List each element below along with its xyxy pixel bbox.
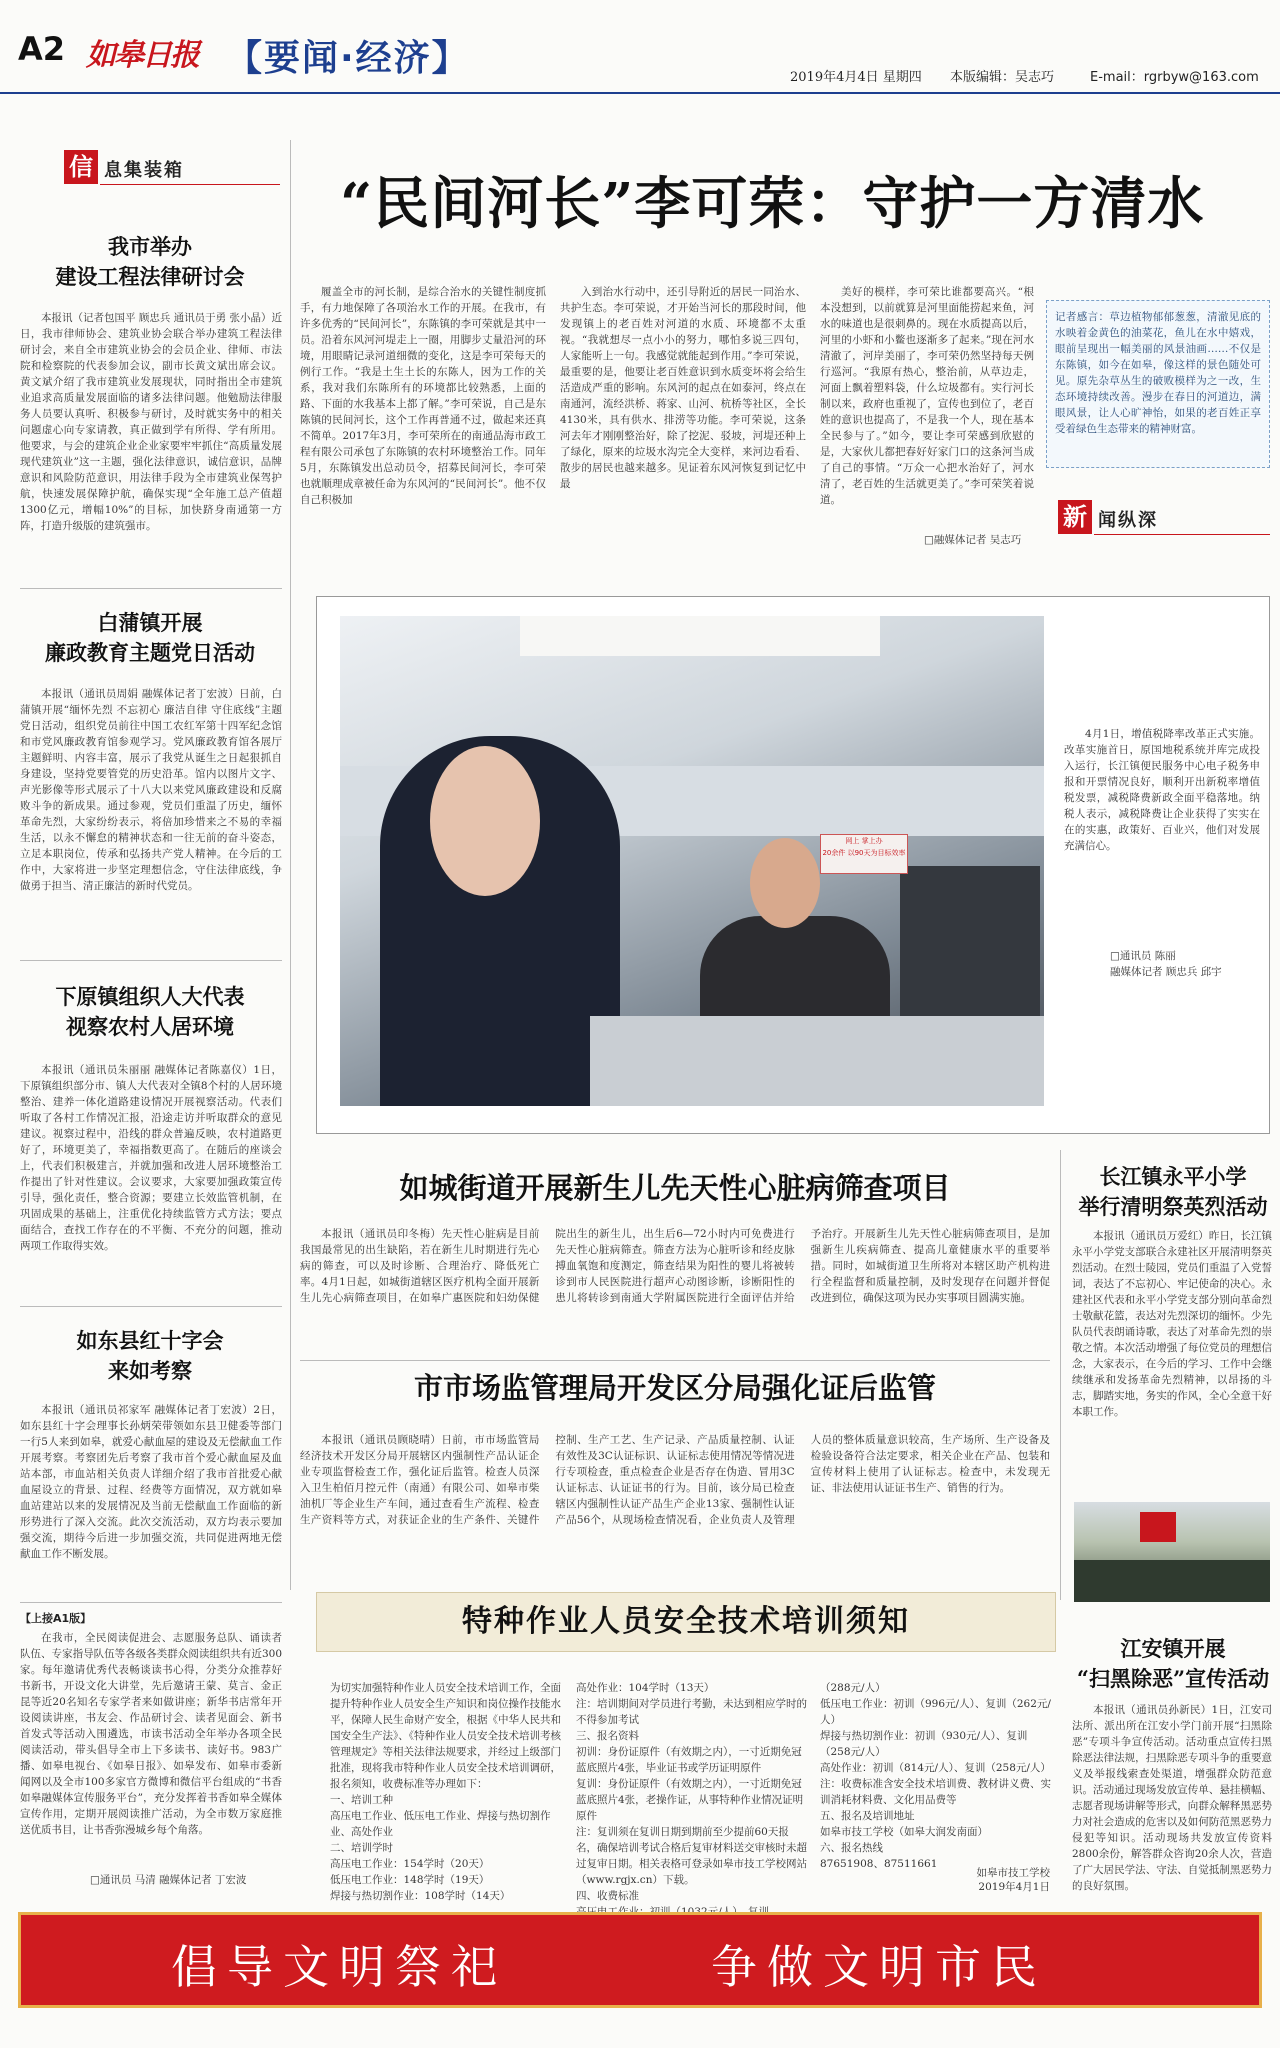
a2-rule [20, 960, 282, 961]
lead-col3-text: 美好的模样，李可荣比谁都要高兴。“根本没想到，以前就算是河里面能捞起来鱼，河水的味道也是很刺鼻的。现在水质提高以后，河里的小虾和小鳖也逐渐多了起来。”现在河水清澈了，河岸美丽了，李可荣仍然坚持每天例行巡河。“我原有热心，整治前，从草边走，河面上飘着塑料袋，什么垃圾都有。实行河长制以来，政府也重视了，宣传也到位了，老百姓的意识也提高了，不是我一个人，现在基本全民参与了。”如今，要让李可荣感到欣慰的是，大家伙儿都把春好好家门口的这条河当成了自己的事情。“万众一心把水治好了，河水清了，老百姓的生活就更美了。”李可荣笑着说道。 [820, 286, 1034, 506]
paper-logo: 如皋日报 [86, 38, 198, 73]
counter-screen-badge: 网上 掌上办 [845, 837, 883, 845]
a3-rule [20, 1306, 282, 1307]
left-column-rule [290, 140, 291, 1590]
a4-headline: 如东县红十字会 来如考察 [76, 1328, 224, 1383]
photo-desk [590, 1016, 1044, 1106]
a4-body [20, 1402, 282, 1594]
r2-body [1072, 1702, 1272, 1894]
lead-col2 [560, 284, 806, 546]
lead-col1 [300, 284, 546, 546]
heart-rule [300, 1360, 1050, 1361]
training-banner [316, 1592, 1056, 1652]
photo-caption [1064, 726, 1260, 926]
a1-text: 本报讯（记者包国平 顾忠兵 通讯员于勇 张小晶）近日，我市律师协会、建筑业协会联合举办建筑工程法律研讨会，来自全市建筑业协会的会员企业、律师、市法院和检察院的代表参加会议，副市长黄文斌出席会议。黄文斌介绍了我市建筑业发展现状，同时指出全市建筑业追求高质量发展面临的诸多法律问题。他勉励法律服务人员要认真听、积极参与研讨，及时就实务中的相关问题虚心向专家请教，真正做到学有所得、学有所用。他要求，与会的建筑企业企业家要牢牢抓住“高质量发展现代建筑业”这一主题，强化法律意识，诚信意识，品牌意识和风险防范意识，用法律手段为全市建筑业保驾护航，快速发展保障护航，确保实现“全年施工总产值超1300亿元，增幅10%”的目标，加快跻身南通第一方阵，打造升级版的建筑强市。 [20, 312, 283, 532]
right-column-rule [1060, 1150, 1061, 1600]
photo-crowd [1074, 1560, 1270, 1602]
r2-text: 本报讯（通讯员孙新民）1日，江安司法所、派出所在江安小学门前开展“扫黑除恶”专项斗争宣传活动。活动重点宣传扫黑除恶法律法规，扫黑除恶专项斗争的重要意义及举报线索查处渠道，增强群众防范意识。活动通过现场发放宣传单、悬挂横幅、志愿者现场讲解等形式，向群众解释黑恶势力对社会造成的危害以及如何防范黑恶势力侵犯等知识。活动现场共发放宣传资料2800余份，解答群众咨询20余人次，营造了广大居民学法、守法、自觉抵制黑恶势力的良好氛围。 [1072, 1704, 1272, 1892]
info-box-badge: 信 [64, 150, 98, 184]
a4-text: 本报讯（通讯员祁家军 融媒体记者丁宏波）2日，如东县红十字会理事长孙炳荣带领如东县卫健委等部门一行5人来到如皋，就爱心献血屋的建设及无偿献血工作开展考察。考察团先后考察了我市首个爱心献血屋及血站本部，市血站相关负责人详细介绍了我市首批爱心献血屋设立的背景、过程、经费等方面情况，双方就如皋血站建站以来的发展情况及当前无偿献血工作面临的新形势进行了深入交流。此次交流活动，双方均表示要加强交流，期待今后进一步加强交流，共同促进两地无偿献血工作不断发展。 [20, 1404, 282, 1560]
r1-text: 本报讯（通讯员万爱红）昨日，长江镇永平小学党支部联合永建社区开展清明祭英烈活动。在烈士陵园，党员们重温了入党誓词，表达了不忘初心、牢记使命的决心。永建社区代表和永平小学党支部分别向革命烈士敬献花篮，表达对先烈深切的缅怀。少先队员代表朗诵诗歌，表达了对革命先烈的崇敬之情。本次活动增强了每位党员的理想信念，大家表示，在今后的学习、工作中会继续继承和发扬革命先烈精神，以昂扬的斗志，脚踏实地，务实的作风，全心全意干好本职工作。 [1072, 1230, 1272, 1418]
r1-body [1072, 1228, 1272, 1500]
reporter-note-box [1046, 300, 1270, 468]
training-col1-text: 为切实加强特种作业人员安全技术培训工作，全面提升特种作业人员安全生产知识和岗位操作技能水平，保障人民生命财产安全，根据《中华人民共和国安全生产法》、《特种作业人员安全技术培训考核管理规定》等相关法律法规要求，并经过上级部门批准，现将我市特种作业人员安全技术培训调研，报名须知，收费标准等办理如下： 一、培训工种 高压电工作业、低压电工作业、焊接与热切割作业、高处作业 二、培训学时 高压电工作业：154学时（20天） 低压电工作业：148学时（19天） 焊接与热切割作业：108学时（14天） [330, 1682, 561, 1902]
lead-col2-text: 入到治水行动中，还引导附近的居民一同治水、共护生态。李可荣说，才开始当河长的那段时间，他发现镇上的老百姓对河道的水质、环境都不太重视。“我就想尽一点小小的努力，哪怕多说三四句，人家能听上一句。我感觉就能起到作用。”李可荣说，最重要的是，他要让老百姓意识到水质变坏将会给生活造成严重的影响。东风河的起点在如泰河，终点在南通河，流经洪桥、蒋家、山河、杭桥等社区，全长4130米，具有供水、排涝等功能。李可荣说，这条河去年才刚刚整治好，除了挖泥、驳坡，河堤还种上了绿化，原来的垃圾水沟完全大变样，来河边看看、散步的居民也越来越多。见证着东风河恢复到记忆中最 [560, 286, 806, 490]
info-box-label: 息集装箱 [104, 160, 184, 181]
banner-right-slogan: 争做文明市民 [711, 1940, 1047, 1994]
lead-col3 [820, 284, 1034, 528]
training-col1 [330, 1664, 562, 1902]
a3-headline: 下原镇组织人大代表 视察农村人居环境 [55, 984, 245, 1039]
news-badge-rule [1094, 534, 1270, 535]
a3-body [20, 1062, 282, 1318]
market-headline: 市市场监管理局开发区分局强化证后监管 [413, 1371, 936, 1405]
a5-byline: □通讯员 马清 融媒体记者 丁宏波 [90, 1874, 247, 1886]
reporter-note-text: 记者感言：草边植物郁郁葱葱，清澈见底的水映着金黄色的油菜花，鱼儿在水中嬉戏，眼前呈现出一幅美丽的风景油画……不仅是东陈镇，如今在如皋，像这样的景色随处可见。原先杂草丛生的破败模样为之一改，生态环境持续改善。漫步在春日的河道边，满眼风景，让人心旷神怡，如果的老百姓正享受着绿色生态带来的精神财富。 [1055, 311, 1261, 435]
tax-service-photo [340, 616, 1044, 1106]
heart-body [300, 1226, 1050, 1354]
training-col2 [576, 1664, 808, 1902]
page-editor: 本版编辑：吴志巧 [950, 70, 1055, 85]
a2-headline: 白蒲镇开展 廉政教育主题党日活动 [45, 610, 255, 665]
a1-headline: 我市举办 建设工程法律研讨会 [55, 234, 245, 289]
photo-byline: □通讯员 陈丽 融媒体记者 顾忠兵 邱宇 [1110, 950, 1222, 978]
training-col2-text: 高处作业：104学时（13天） 注：培训期间对学员进行考勤，未达到相应学时的不得参加考试 三、报名资料 初训：身份证原件（有效期之内），一寸近期免冠蓝底照片4张，毕业证书或学历证明原件 复训：身份证原件（有效期之内），一寸近期免冠蓝底照片4张，老操作证，从事特种作业情况证明原件 注：复训须在复训日期到期前至少提前60天报名，确保培训考试合格后复审材料送交审核时未超过复审日期。相关表格可登录如皋市技工学校网站（www.rgjx.cn）下载。 四、收费标准 [576, 1682, 807, 1902]
training-sign-org: 如皋市技工学校 [976, 1867, 1050, 1879]
r2-headline: 江安镇开展 “扫黑除恶”宣传活动 [1076, 1636, 1270, 1691]
news-badge: 新 [1058, 500, 1092, 534]
a3-text: 本报讯（通讯员朱丽丽 融媒体记者陈嘉仪）1日，下原镇组织部分市、镇人大代表对全镇8个村的人居环境整治、建养一体化道路建设情况开展视察活动。代表们听取了各村工作情况汇报，沿途走访并听取群众的意见建议。视察过程中，沿线的群众普遍反映，农村道路更好了，环境更美了，幸福指数更高了。在随后的座谈会上，代表们积极建言，并就加强和改进人居环境整治工作提出了针对性建议。会议要求，大家要加强政策宣传引导，强化责任，整合资源；要建立长效监管机制，在巩固成果的基础上，注重优化持续监管方式方法；要点面结合，查找工作存在的不平衡、不充分的问题，推动两项工作取得实效。 [20, 1064, 282, 1252]
lead-col1-text: 履盖全市的河长制，是综合治水的关键性制度抓手，有力地保障了各项治水工作的开展。在我市，有许多优秀的“民间河长”，东陈镇的李可荣就是其中一员。沿着东风河河堤走上一圈，用脚步丈量沿河的环境，用眼睛记录河道细微的变化，这是李可荣每天的例行工作。“我是土生土长的东陈人，因为工作的关系，我对我们东陈所有的环境都比较熟悉，上面的路、下面的水我基本上都了解。”李可荣说，自己是东陈镇的民间河长，这个工作再普通不过，做起来还真不简单。2017年3月，李可荣所在的南通品海市政工程有限公司承包了东陈镇的农村环境整治工作。同年5月，东陈镇发出总动员令，招募民间河长，李可荣也就顺理成章被任命为东风河的“民间河长”。他不仅自己积极加 [300, 286, 546, 506]
heart-headline: 如城街道开展新生儿先天性心脏病筛查项目 [399, 1171, 951, 1205]
contact-email: E-mail：rgrbyw@163.com [1090, 70, 1259, 85]
training-col3-text: （288元/人） 低压电工作业：初训（996元/人）、复训（262元/人） 焊接与热切割作业：初训（930元/人）、复训（258元/人） 高处作业：初训（814元/人）、复训（258元/人） 注：收费标准含安全技术培训费、教材讲义费、实训消耗材料费、文化用品费等 五、报名及培训地址 如皋市技工学校（如皋大润发南面） 六、报名热线 87651908、87511661 [820, 1682, 1051, 1870]
r1-headline: 长江镇永平小学 举行清明祭英烈活动 [1078, 1164, 1268, 1219]
a5-text: 在我市，全民阅读促进会、志愿服务总队、诵读者队伍、专家指导队伍等各级各类群众阅读组织共有近300家。每年邀请优秀代表畅谈读书心得，分类分众推荐好书新书，开设文化大讲堂，先后邀请王蒙、莫言、金正昆等近20名知名专家学者来如做讲座；新华书店常年开设阅读讲座，书友会、作品研讨会、读者见面会、新书首发式等活动入围遴选，市读书活动全年举办各项全民阅读活动，带头倡导全市上下多读书、读好书。983广播、如皋电视台、《如皋日报》、如皋发布、如皋市委新闻网以及全市100多家官方微博和微信平台组成的“书香如皋融媒体宣传服务平台”，充分发挥着书香如皋全媒体宣传作用，定期开展阅读推广活动，为全市数万家庭推送优质书目，让书香弥漫城乡每个角落。 [20, 1632, 282, 1836]
a2-text: 本报讯（通讯员周娟 融媒体记者丁宏波）日前，白蒲镇开展“缅怀先烈 不忘初心 廉洁自律 守住底线”主题党日活动，组织党员前往中国工农红军第十四军纪念馆和市党风廉政教育馆参观学习。党风廉政教育馆各展厅主题鲜明、内容丰富，展示了我党从诞生之日起狠抓自身建设，坚持党要管党的历史沿革。馆内以图片文字、声光影像等形式展示了十八大以来党风廉政建设和反腐败斗争的新成果。通过参观，党员们重温了历史，缅怀革命先烈，大家纷纷表示，将倍加珍惜来之不易的幸福生活，以永不懈怠的精神状态和一往无前的奋斗姿态，立足本职岗位，传承和弘扬共产党人精神。在今后的工作中，大家将进一步坚定理想信念，守住法律底线，争做勇于担当、清正廉洁的新时代党员。 [20, 688, 282, 892]
market-text: 本报讯（通讯员顾晓晴）日前，市市场监管局经济技术开发区分局开展辖区内强制性产品认证企业专项监督检查工作，强化证后监管。检查人员深入卫生柏佰月控元件（南通）有限公司、如皋市柴油机厂等企业生产车间，通过查看生产流程、检查生产资料等方式，对获证企业的生产条件、关键件控制、生产工艺、生产记录、产品质量控制、认证有效性及3C认证标识、认证标志使用情况等情况进行专项检查，重点检查企业是否存在伪造、冒用3C认证标志、认证证书的行为。目前，该分局已检查辖区内强制性认证产品生产企业13家、强制性认证产品56个，从现场检查情况看，企业负责人及管理人员的整体质量意识较高，生产场所、生产设备及检验设备符合法定要求，相关企业在产品、包装和宣传材料上使用了认证标志。检查中，未发现无证、非法使用认证证书生产、销售的行为。 [300, 1434, 1050, 1526]
training-title: 特种作业人员安全技术培训须知 [462, 1604, 910, 1639]
issue-date: 2019年4月4日 星期四 [790, 70, 922, 85]
training-sign-date: 2019年4月1日 [978, 1881, 1050, 1893]
banner-left-slogan: 倡导文明祭祀 [171, 1940, 507, 1994]
a5-head: 【上接A1版】 [20, 1612, 92, 1625]
counter-screen-line: 20余件 以90天为目标效率 [822, 849, 906, 857]
counter-screen [820, 834, 908, 874]
photo-taxpayer-face [750, 838, 820, 928]
photo-ceiling-light [520, 616, 880, 656]
training-col3 [820, 1664, 1052, 1868]
market-body [300, 1432, 1050, 1576]
a4-rule [20, 1602, 282, 1603]
masthead-rule [0, 92, 1280, 94]
page-number: A2 [18, 30, 66, 68]
a1-body [20, 310, 282, 566]
photo-flag [1140, 1512, 1176, 1542]
info-box-rule [100, 184, 280, 185]
a1-rule [20, 588, 282, 589]
a2-body [20, 686, 282, 942]
a5-body [20, 1630, 282, 1870]
photo-caption-text: 4月1日，增值税降率改革正式实施。改革实施首日，原国地税系统并库完成投入运行，长江镇便民服务中心电子税务申报和开票情况良好，顺利开出新税率增值税发票，减税降费新政全面平稳落地。纳税人表示，减税降费让企业获得了实实在在的实惠，政策好、百业兴，他们对发展充满信心。 [1064, 728, 1260, 852]
lead-headline: “民间河长”李可荣：守护一方清水 [340, 171, 1205, 237]
lead-byline: □融媒体记者 吴志巧 [924, 534, 1022, 546]
heart-text: 本报讯（通讯员印冬梅）先天性心脏病是目前我国最常见的出生缺陷，若在新生儿时期进行先心病的筛查，可以及时诊断、合理治疗、降低死亡率。4月1日起，如城街道辖区医疗机构全面开展新生儿先心病筛查项目，在如皋广惠医院和妇幼保健院出生的新生儿，出生后6—72小时内可免费进行先天性心脏病筛查。筛查方法为心脏听诊和经皮脉搏血氧饱和度测定，筛查结果为阳性的婴儿将被转诊到市人民医院进行超声心动图诊断，诊断阳性的患儿将转诊到南通大学附属医院进行全面评估并给予治疗。开展新生儿先天性心脏病筛查项目，是加强新生儿疾病筛查、提高儿童健康水平的重要举措。同时，如城街道卫生所将对本辖区助产机构进行全程监督和质量控制，及时发现存在问题并督促改进到位，确保这项为民办实事项目圆满实施。 [300, 1228, 1050, 1304]
ceremony-photo [1074, 1502, 1270, 1602]
photo-clerk-face [430, 746, 540, 896]
news-badge-label: 闻纵深 [1098, 510, 1158, 531]
section-title: 【要闻·经济】 [226, 38, 470, 79]
training-signature [930, 1866, 1050, 1894]
civility-banner [18, 1912, 1262, 2008]
